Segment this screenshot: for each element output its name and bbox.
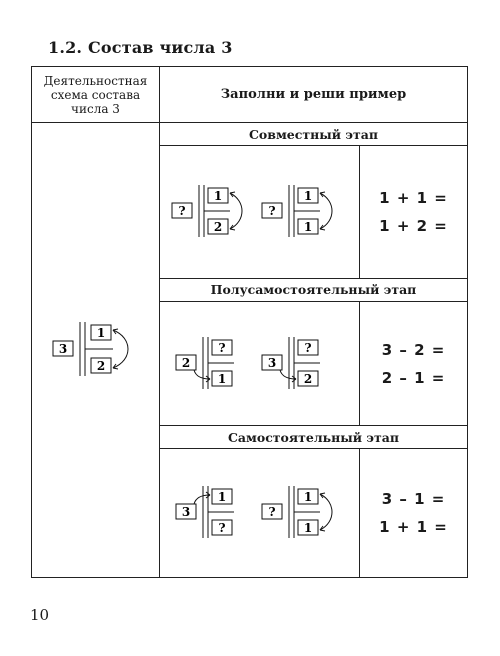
- equation: 1 + 2 =: [379, 217, 448, 236]
- svg-text:3: 3: [181, 505, 190, 520]
- svg-text:1: 1: [303, 220, 312, 235]
- svg-text:1: 1: [303, 490, 312, 505]
- svg-text:1: 1: [217, 371, 226, 386]
- diagram-4: [262, 337, 320, 389]
- composition-scheme: [51, 320, 141, 380]
- svg-text:2: 2: [181, 355, 190, 370]
- diagram-5: [176, 486, 234, 538]
- stage-title-joint: Совместный этап: [160, 123, 468, 146]
- svg-text:?: ?: [267, 505, 276, 520]
- scheme-header: Деятельностная схема состава числа 3: [32, 67, 160, 123]
- svg-text:2: 2: [213, 220, 222, 235]
- svg-text:?: ?: [217, 340, 226, 355]
- scheme-cell: [32, 123, 160, 578]
- equation: 1 + 1 =: [379, 189, 448, 208]
- diagram-6: [262, 486, 332, 538]
- stage-title-independent: Самостоятельный этап: [160, 426, 468, 449]
- stage-equations-joint: [360, 146, 468, 279]
- svg-text:?: ?: [217, 521, 226, 536]
- equation: 3 – 1 =: [381, 490, 446, 509]
- svg-text:3: 3: [267, 355, 276, 370]
- scheme-whole: 3: [58, 342, 67, 357]
- stage-2-diagrams: [170, 329, 350, 399]
- stage-diagrams-semi: [160, 301, 360, 425]
- stage-1-diagrams: [170, 177, 350, 247]
- equation: 3 – 2 =: [381, 340, 446, 359]
- stage-diagrams-joint: [160, 146, 360, 279]
- svg-text:?: ?: [303, 340, 312, 355]
- equation: 1 + 1 =: [379, 518, 448, 537]
- svg-text:2: 2: [303, 371, 312, 386]
- stage-3-diagrams: [170, 478, 350, 548]
- task-header: Заполни и реши пример: [160, 67, 468, 123]
- stage-title-semi: Полусамостоятельный этап: [160, 278, 468, 301]
- scheme-part-bottom: 2: [96, 359, 105, 374]
- stage-diagrams-independent: [160, 449, 360, 578]
- svg-text:1: 1: [217, 490, 226, 505]
- exercise-table: [31, 66, 468, 578]
- diagram-1: [172, 185, 242, 237]
- svg-text:1: 1: [303, 521, 312, 536]
- svg-text:1: 1: [213, 189, 222, 204]
- diagram-3: [176, 337, 234, 389]
- page-title: 1.2. Состав числа 3: [48, 38, 233, 57]
- page-number: 10: [30, 606, 50, 624]
- svg-text:1: 1: [303, 189, 312, 204]
- svg-text:?: ?: [267, 204, 276, 219]
- diagram-2: [262, 185, 332, 237]
- equation: 2 – 1 =: [381, 368, 446, 387]
- scheme-part-top: 1: [96, 326, 105, 341]
- stage-equations-semi: [360, 301, 468, 425]
- svg-text:?: ?: [177, 204, 186, 219]
- stage-equations-independent: [360, 449, 468, 578]
